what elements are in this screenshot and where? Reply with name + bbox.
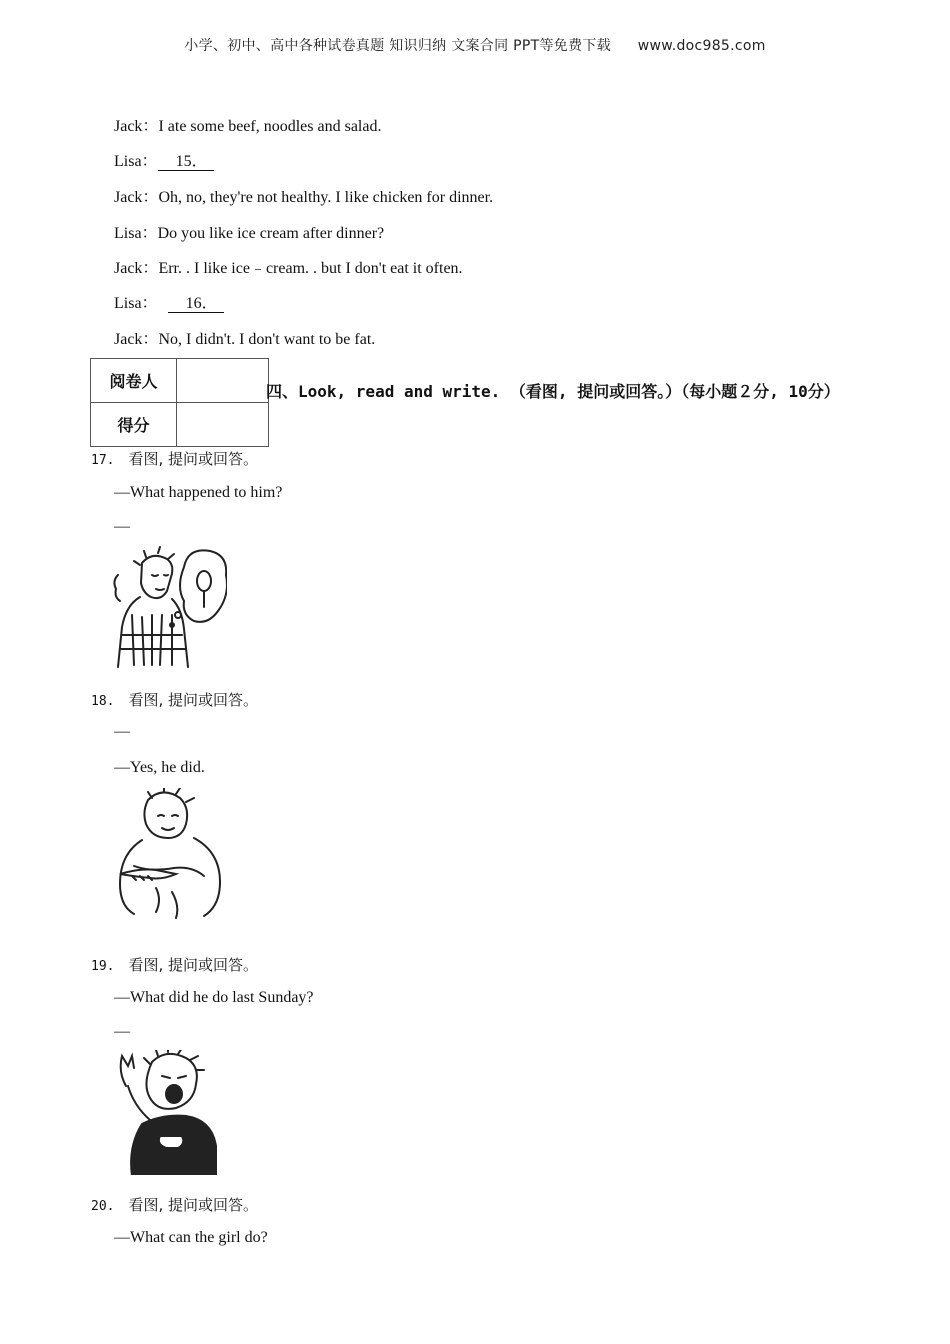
headache-illustration <box>112 545 227 670</box>
dialogue-line: Jack：I ate some beef, noodles and salad. <box>114 118 382 135</box>
reviewer-label: 阅卷人 <box>91 359 177 403</box>
page-header <box>0 35 950 55</box>
dialogue-line: Jack：No, I didn't. I don't want to be fat. <box>114 331 376 348</box>
dialogue-line: Lisa： 16． <box>114 290 224 313</box>
score-label: 得分 <box>91 403 177 447</box>
reviewer-cell[interactable] <box>177 359 269 403</box>
eating-illustration <box>112 788 227 923</box>
question-19-answer[interactable]: — <box>114 1023 130 1040</box>
question-18: 18. 看图, 提问或回答。 <box>91 691 259 709</box>
question-18-answer[interactable]: — <box>114 723 130 740</box>
dialogue-line: Jack：Oh, no, they're not healthy. I like chicken for dinner. <box>114 189 494 206</box>
question-18-line2: —Yes, he did. <box>114 759 205 776</box>
dialogue-line: Lisa：Do you like ice cream after dinner? <box>114 225 385 242</box>
question-17-line1: —What happened to him? <box>114 484 283 501</box>
question-20: 20. 看图, 提问或回答。 <box>91 1196 259 1214</box>
question-19-line1: —What did he do last Sunday? <box>114 989 314 1006</box>
question-20-line1: —What can the girl do? <box>114 1229 268 1246</box>
header-text: 小学、初中、高中各种试卷真题 知识归纳 文案合同 PPT等免费下载 <box>184 38 611 54</box>
question-17-answer[interactable]: — <box>114 518 130 535</box>
header-site: www.doc985.com <box>637 38 766 54</box>
section-title: 四、Look, read and write. （看图, 提问或回答。）（每小题２分, 10分） <box>266 382 840 401</box>
question-19: 19. 看图, 提问或回答。 <box>91 956 259 974</box>
answer-blank-16[interactable]: 16． <box>168 296 224 313</box>
answer-blank-15[interactable]: 15． <box>158 154 214 171</box>
score-table <box>90 358 269 447</box>
score-cell[interactable] <box>177 403 269 447</box>
singing-illustration <box>112 1050 227 1175</box>
dialogue-line: Lisa： 15． <box>114 148 214 171</box>
dialogue-line: Jack：Err. . I like ice﹣cream. . but I don't eat it often. <box>114 260 463 277</box>
question-17: 17. 看图, 提问或回答。 <box>91 450 259 468</box>
